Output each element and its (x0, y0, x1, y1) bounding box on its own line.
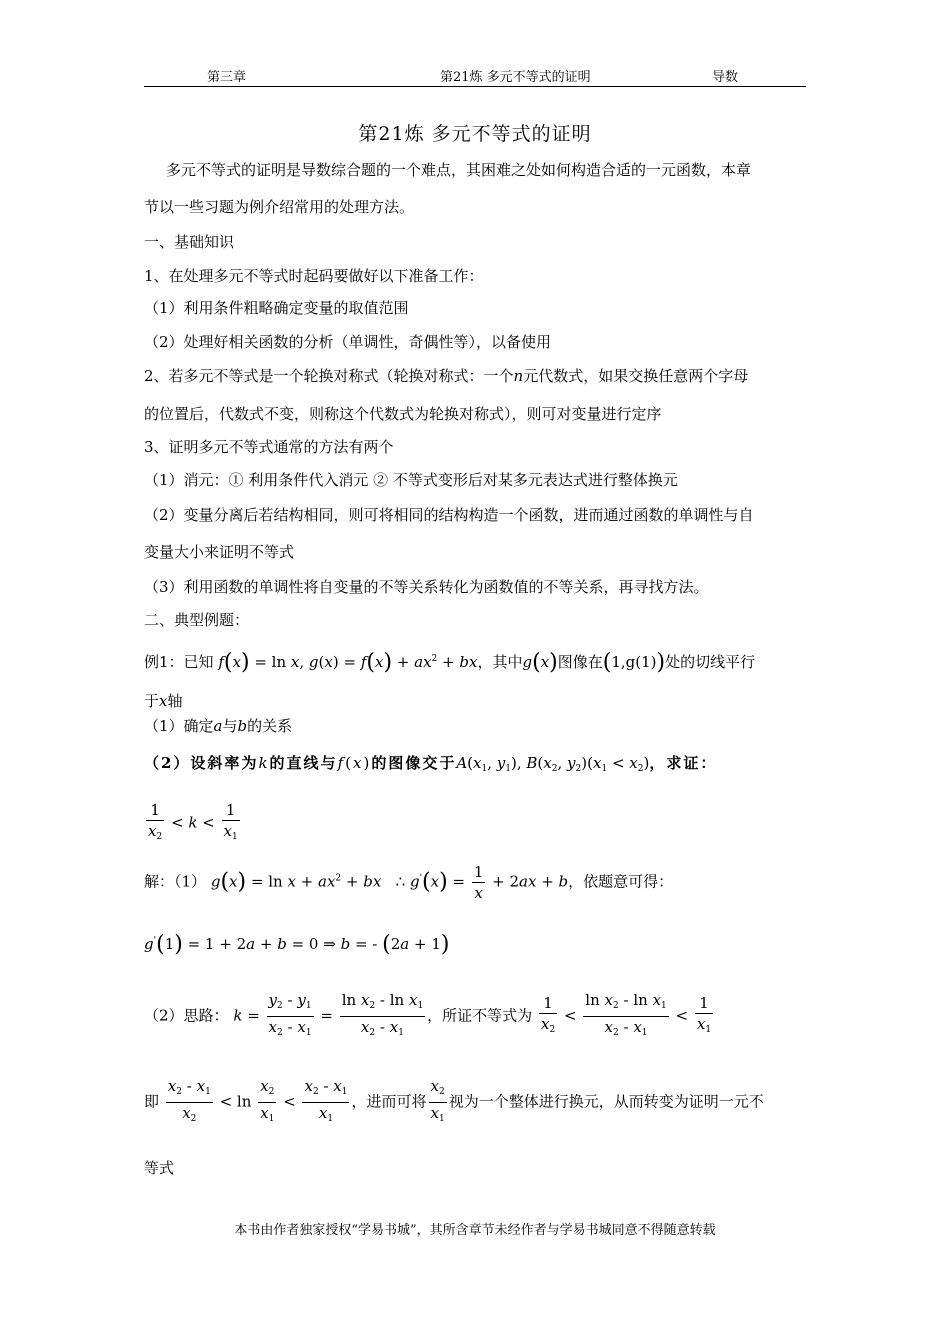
copyright-footer: 本书由作者独家授权“学易书城”，其所含章节未经作者与学易书城同意不得随意转载 (234, 1223, 716, 1238)
ji-label: 即 (144, 1092, 160, 1111)
question-2-mid-2: 的图像交于 (371, 754, 457, 772)
basics-item-1: 1、在处理多元不等式时起码要做好以下准备工作： (144, 267, 484, 285)
basics-item-2-end: 元代数式，如果交换任意两个字母 (523, 367, 749, 385)
solution-2-mid: ，所证不等式为 (427, 1006, 533, 1025)
question-2-start: （2）设斜率为 (144, 754, 259, 772)
solution-2-continued: 等式 (144, 1159, 175, 1177)
solution-2-label: （2）思路： (144, 1006, 229, 1025)
question-1-mid: 与 (222, 717, 238, 735)
header-topic: 导数 (712, 70, 739, 85)
page-title: 第21炼 多元不等式的证明 (358, 123, 592, 145)
example-1-line-2-start: 于 (144, 692, 160, 710)
question-1-start: （1）确定 (144, 717, 214, 735)
intro-line-2: 节以一些习题为例介绍常用的处理方法。 (144, 198, 415, 216)
basics-item-3-2-line-2: 变量大小来证明不等式 (144, 543, 295, 561)
solution-2-transform-tail: 视为一个整体进行换元，从而转变为证明一元不 (448, 1092, 764, 1111)
basics-item-3-1: （1）消元：① 利用条件代入消元 ② 不等式变形后对某多元表达式进行整体换元 (144, 471, 678, 489)
example-1-statement: 例1：已知 f(x) = ln x, $g(x) = f(x) + ax^2$ + bx，其中g(x)图像在(1,g(1))处的切线平行 (144, 650, 756, 675)
question-2-end: ，求证： (649, 754, 718, 772)
header-rule (144, 86, 806, 87)
header-section: 第21炼 多元不等式的证明 (440, 70, 591, 85)
question-1: （1）确定a与b的关系 (144, 717, 293, 735)
example-1-tail-2: 处的切线平行 (665, 653, 756, 671)
header-chapter: 第三章 (207, 70, 247, 85)
solution-2-transform: 即 $\frac{x_2 - x_1}{x_2}$ < ln $\frac{x_2}{x_1}$ < $\frac{x_2 - x_1}{x_1}$ ，进而可将 $\frac{x_2}{x_1}$ 视为一个整体进行换元，从而转变为证明一元不 (144, 1077, 764, 1124)
solution-1-tail: ，依题意可得： (568, 872, 674, 891)
section-basics-heading: 一、基础知识 (144, 233, 235, 251)
basics-item-2 (144, 365, 748, 386)
solution-2-transform-mid: ，进而可将 (351, 1092, 427, 1111)
example-1-tail: 图像在 (557, 653, 603, 671)
target-inequality: $\frac{1}{x_2}$ < k < $\frac{1}{x_1}$ (148, 801, 238, 842)
basics-item-2-line-2: 的位置后，代数式不变，则称这个代数式为轮换对称式），则可对变量进行定序 (144, 405, 662, 423)
solution-2: （2）思路： k = $\frac{y_2 - y_1}{x_2 - x_1}$ = $\frac{\ln x_2 - \ln x_1}{x_2 - x_1}$ ，所证不等式为 $\frac{1}{x_2}$ < $\frac{\ln x_2 - \ln x_1}{x_2 - x_1}$ < $\frac{1}{x_1}$ (144, 991, 712, 1038)
basics-item-1-1: （1）利用条件粗略确定变量的取值范围 (144, 299, 409, 317)
solution-1-result: g'(1) = 1 + 2a + b = 0 ⇒ b = - (2a + 1) (144, 932, 450, 957)
basics-item-3: 3、证明多元不等式通常的方法有两个 (144, 438, 394, 456)
example-1-label: 例1：已知 (144, 653, 214, 671)
solution-1: 解：（1） $g(x) = \ln x + ax^2$ + bx ∴ g'(x) = $\frac{1}{x}$ + 2ax + b，依题意可得： (144, 863, 674, 902)
n-variable: n (513, 367, 524, 385)
example-1-line-2-end: 轴 (167, 692, 183, 710)
question-1-end: 的关系 (247, 717, 293, 735)
basics-item-1-2: （2）处理好相关函数的分析（单调性，奇偶性等），以备使用 (144, 333, 552, 351)
basics-item-3-2: （2）变量分离后若结构相同，则可将相同的结构构造一个函数，进而通过函数的单调性与自 (144, 506, 754, 524)
basics-item-3-3: （3）利用函数的单调性将自变量的不等关系转化为函数值的不等关系，再寻找方法。 (144, 578, 709, 596)
example-1-line-2 (144, 690, 183, 711)
math-g-ref: g (522, 653, 533, 671)
x-axis-var: x (159, 692, 168, 710)
solution-label: 解：（1） (144, 872, 207, 891)
intro-line-1: 多元不等式的证明是导数综合题的一个难点，其困难之处如何构造合适的一元函数，本章 (166, 161, 752, 179)
section-examples-heading: 二、典型例题： (144, 611, 250, 629)
question-2: （2）设斜率为k的直线与f(x)的图像交于$A(x_1$, $y_1$), $B(x_2$, $y_2)(x_1 < x_2)$，求证： (144, 754, 718, 774)
example-1-mid: ，其中 (477, 653, 523, 671)
question-2-mid: 的直线与 (269, 754, 338, 772)
basics-item-2-start: 2、若多元不等式是一个轮换对称式（轮换对称式：一个 (144, 367, 514, 385)
math-f-def: f (218, 653, 224, 671)
